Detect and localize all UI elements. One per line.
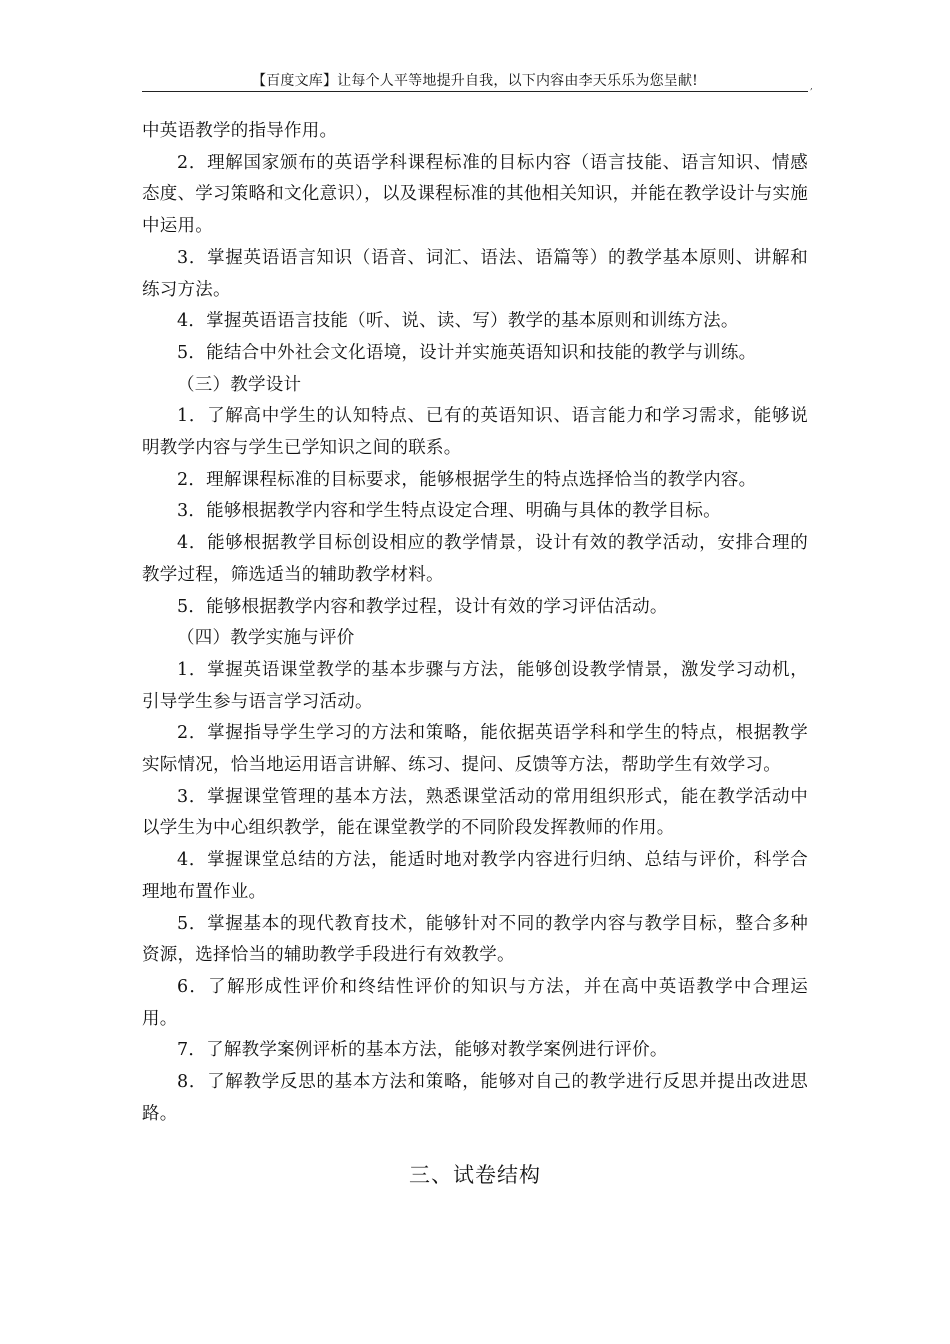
paragraph: 2．理解国家颁布的英语学科课程标准的目标内容（语言技能、语言知识、情感态度、学习策略和文化意识），以及课程标准的其他相关知识，并能在教学设计与实施中运用。 <box>142 152 808 237</box>
subsection-heading: （四）教学实施与评价 <box>177 628 355 649</box>
section-title: 三、试卷结构 <box>409 1163 541 1187</box>
paragraph: 1．掌握英语课堂教学的基本步骤与方法，能够创设教学情景，激发学习动机，引导学生参与语言学习活动。 <box>142 659 808 712</box>
paragraph-continuation: 中英语教学的指导作用。 <box>142 121 338 141</box>
paragraph: 4．能够根据教学目标创设相应的教学情景，设计有效的教学活动，安排合理的教学过程，筛选适当的辅助教学材料。 <box>142 533 808 585</box>
paragraph: 2．掌握指导学生学习的方法和策略，能依据英语学科和学生的特点，根据教学实际情况，恰当地运用语言讲解、练习、提问、反馈等方法，帮助学生有效学习。 <box>142 723 808 776</box>
header-divider <box>142 91 808 92</box>
paragraph: 3．能够根据教学内容和学生特点设定合理、明确与具体的教学目标。 <box>177 501 721 522</box>
document-body <box>142 116 808 1131</box>
page-header: 【百度文库】让每个人平等地提升自我，以下内容由李天乐乐为您呈献! <box>251 73 699 89</box>
paragraph: 4．掌握英语语言技能（听、说、读、写）教学的基本原则和训练方法。 <box>177 311 739 332</box>
paragraph: 8．了解教学反思的基本方法和策略，能够对自己的教学进行反思并提出改进思路。 <box>142 1072 808 1124</box>
paragraph: 4．掌握课堂总结的方法，能适时地对教学内容进行归纳、总结与评价，科学合理地布置作业。 <box>142 850 808 902</box>
subsection-heading: （三）教学设计 <box>177 374 302 395</box>
header-mark: , <box>810 82 813 92</box>
paragraph: 5．能够根据教学内容和教学过程，设计有效的学习评估活动。 <box>177 596 668 617</box>
paragraph: 3．掌握英语语言知识（语音、词汇、语法、语篇等）的教学基本原则、讲解和练习方法。 <box>142 247 808 300</box>
paragraph: 7．了解教学案例评析的基本方法，能够对教学案例进行评价。 <box>177 1040 668 1061</box>
paragraph: 3．掌握课堂管理的基本方法，熟悉课堂活动的常用组织形式，能在教学活动中以学生为中心组织教学，能在课堂教学的不同阶段发挥教师的作用。 <box>142 786 808 839</box>
paragraph: 1．了解高中学生的认知特点、已有的英语知识、语言能力和学习需求，能够说明教学内容与学生已学知识之间的联系。 <box>142 406 808 459</box>
paragraph: 2．理解课程标准的目标要求，能够根据学生的特点选择恰当的教学内容。 <box>177 469 757 490</box>
paragraph: 5．掌握基本的现代教育技术，能够针对不同的教学内容与教学目标，整合多种资源，选择恰当的辅助教学手段进行有效教学。 <box>142 913 808 966</box>
paragraph: 5．能结合中外社会文化语境，设计并实施英语知识和技能的教学与训练。 <box>177 342 757 363</box>
paragraph: 6．了解形成性评价和终结性评价的知识与方法，并在高中英语教学中合理运用。 <box>142 976 808 1029</box>
